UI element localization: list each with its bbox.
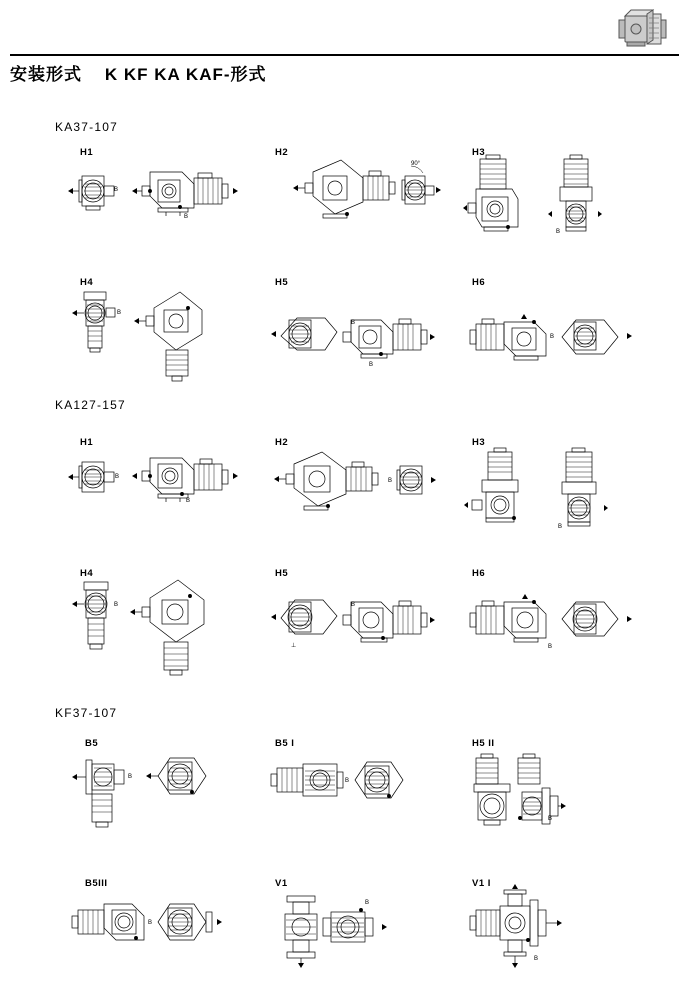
svg-text:B: B bbox=[550, 334, 555, 340]
mount-label-ka37-h1: H1 bbox=[80, 147, 94, 158]
figure-kf37-b5 bbox=[62, 752, 247, 847]
figure-kf37-b5iii bbox=[62, 890, 247, 970]
svg-text:B: B bbox=[148, 920, 153, 926]
section-title-kf37-107: KF37-107 bbox=[55, 706, 118, 720]
mount-label-ka127-h6: H6 bbox=[472, 568, 486, 579]
mount-label-ka127-h3: H3 bbox=[472, 437, 486, 448]
section-title-ka37-107: KA37-107 bbox=[55, 120, 118, 134]
figure-ka37-h2 bbox=[265, 158, 450, 236]
figure-ka127-h3 bbox=[462, 448, 642, 558]
header-divider bbox=[10, 54, 679, 56]
svg-text:B: B bbox=[184, 214, 189, 220]
svg-text:B: B bbox=[128, 774, 133, 780]
svg-text:B: B bbox=[548, 816, 553, 822]
mount-label-kf37-b5iii: B5III bbox=[85, 878, 108, 889]
page-header bbox=[0, 0, 689, 92]
svg-text:B: B bbox=[186, 498, 191, 504]
mount-label-ka37-h2: H2 bbox=[275, 147, 289, 158]
svg-text:B: B bbox=[114, 602, 119, 608]
figure-ka127-h4 bbox=[62, 578, 247, 683]
svg-text:B: B bbox=[558, 524, 563, 530]
figure-ka37-h4 bbox=[62, 288, 247, 388]
page-title: 安装形式 K KF KA KAF-形式 bbox=[10, 65, 267, 84]
mount-label-ka37-h5: H5 bbox=[275, 277, 289, 288]
figure-kf37-h5ii bbox=[462, 752, 647, 842]
svg-text:⊥: ⊥ bbox=[291, 643, 297, 649]
mount-label-ka37-h6: H6 bbox=[472, 277, 486, 288]
figure-kf37-b5i bbox=[265, 752, 450, 837]
mount-label-kf37-b5: B5 bbox=[85, 738, 99, 749]
mount-label-ka37-h4: H4 bbox=[80, 277, 94, 288]
mount-label-ka37-h3: H3 bbox=[472, 147, 486, 158]
section-title-ka127-157: KA127-157 bbox=[55, 398, 126, 412]
svg-text:B: B bbox=[117, 310, 122, 316]
mount-label-kf37-v1i: V1 I bbox=[472, 878, 491, 889]
svg-text:B: B bbox=[388, 478, 393, 484]
svg-text:B: B bbox=[365, 900, 370, 906]
gearbox-icon bbox=[611, 8, 669, 50]
svg-text:B: B bbox=[115, 474, 120, 480]
figure-ka127-h6 bbox=[462, 592, 647, 664]
figure-ka37-h1 bbox=[62, 160, 242, 235]
svg-text:B: B bbox=[534, 956, 539, 962]
mount-label-kf37-b5i: B5 I bbox=[275, 738, 295, 749]
svg-text:B: B bbox=[351, 602, 356, 608]
mount-label-kf37-h5ii: H5 II bbox=[472, 738, 495, 749]
figure-ka37-h5 bbox=[265, 310, 450, 380]
svg-text:B: B bbox=[556, 229, 561, 235]
figure-kf37-v1i bbox=[462, 890, 647, 975]
mount-label-ka127-h4: H4 bbox=[80, 568, 94, 579]
svg-text:B: B bbox=[369, 362, 374, 368]
mount-label-ka127-h2: H2 bbox=[275, 437, 289, 448]
svg-text:B: B bbox=[548, 644, 553, 650]
svg-text:B: B bbox=[351, 320, 356, 326]
figure-ka37-h6 bbox=[462, 310, 647, 380]
svg-text:B: B bbox=[114, 187, 119, 193]
figure-ka37-h3 bbox=[462, 155, 642, 260]
svg-text:90°: 90° bbox=[411, 161, 421, 167]
mount-label-ka127-h1: H1 bbox=[80, 437, 94, 448]
figure-ka127-h2 bbox=[260, 452, 445, 524]
figure-ka127-h5 bbox=[265, 592, 450, 664]
figure-kf37-v1 bbox=[265, 890, 450, 975]
figure-ka127-h1 bbox=[62, 450, 247, 530]
mount-label-kf37-v1: V1 bbox=[275, 878, 288, 889]
mount-label-ka127-h5: H5 bbox=[275, 568, 289, 579]
svg-text:B: B bbox=[345, 778, 350, 784]
